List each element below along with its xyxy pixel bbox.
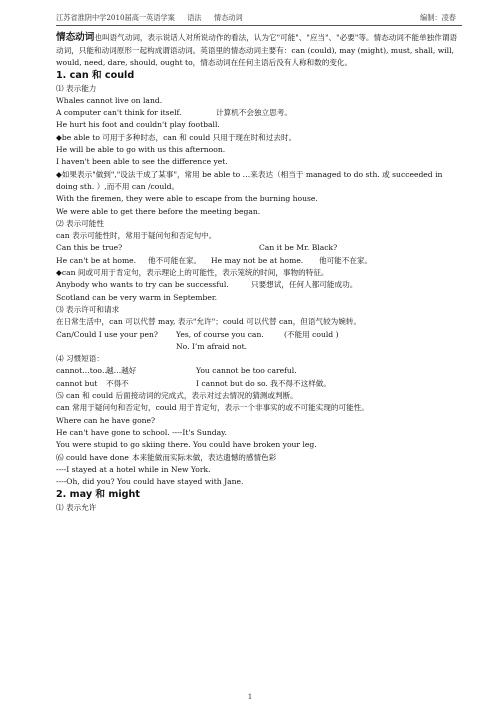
example-zh: 计算机不会独立思考。 — [216, 108, 292, 118]
example-en: Can this be true? — [56, 243, 123, 253]
note-line: can 表示可能性时，常用于疑问句和否定句中。 — [56, 231, 217, 241]
header-editor: 编制：凌春 — [420, 13, 456, 22]
idiom-meaning: 不得不 — [106, 378, 129, 388]
example-en: Yes, of course you can. — [176, 329, 264, 339]
subsection-idioms: ⑷ 习惯短语： — [56, 354, 104, 364]
example-line: Scotland can be very warm in September. — [56, 292, 218, 302]
header-subject: 情态动词 — [213, 13, 243, 22]
example-line — [56, 341, 461, 353]
note-line: ◆can 间或可用于肯定句，表示理论上的可能性，表示笼统的时间，事物的特征。 — [56, 268, 329, 278]
example-line: ----I stayed at a hotel while in New York. — [56, 464, 211, 474]
document-body — [56, 31, 461, 514]
example-en: Can/Could I use your pen? — [56, 329, 158, 339]
subsection-permission: ⑶ 表示许可和请求 — [56, 304, 120, 314]
subsection-label: ⑹ could have done — [56, 452, 129, 462]
example-line: He hurt his foot and couldn't play football. — [56, 120, 220, 130]
header-topic: 语法 — [187, 13, 202, 22]
example-line: He can't have gone to school. ----It's Sunday. — [56, 427, 227, 437]
page-header — [56, 9, 462, 26]
example-line: You were stupid to go skiing there. You could have broken your leg. — [56, 440, 317, 450]
example-en: I cannot but do so. 我不得不这样做。 — [196, 378, 331, 388]
example-en: A computer can't think for itself. — [56, 108, 182, 118]
example-en: You cannot be too careful. — [196, 366, 297, 376]
note-line: 在日常生活中，can 可以代替 may, 表示"允许"；could 可以代替 can，但语气较为婉转。 — [56, 317, 362, 327]
example-line: We were able to get there before the meeting began. — [56, 206, 261, 216]
subsection-perfect: ⑸ can 和 could 后面接动词的完成式，表示对过去情况的猜测或判断。 — [56, 391, 298, 401]
example-en: He may not be at home. — [211, 255, 304, 265]
idiom: cannot…too… — [56, 366, 110, 376]
example-en: No. I’m afraid not. — [176, 341, 248, 351]
example-en: Anybody who wants to try can be successful. — [56, 280, 229, 290]
example-line: Whales cannot live on land. — [56, 95, 163, 105]
example-line — [56, 329, 461, 341]
section-2-title: 2. may 和 might — [56, 489, 140, 501]
example-line — [56, 279, 461, 291]
example-line: I haven't been able to see the difference yet. — [56, 157, 228, 167]
example-zh: 只要想试，任何人都可能成功。 — [251, 280, 358, 290]
example-line — [56, 365, 461, 377]
example-note: (不能用 could ) — [284, 329, 339, 339]
idiom-meaning: 越…越好 — [106, 366, 137, 376]
subsection-ability: ⑴ 表示能力 — [56, 83, 97, 93]
intro-term: 情态动词 — [56, 32, 95, 43]
example-line: With the firemen, they were able to escape from the burning house. — [56, 194, 318, 204]
example-line — [56, 255, 461, 267]
subsection-could-have-done — [56, 452, 461, 464]
intro-text: 也叫语气动词，表示说话人对所说动作的看法，认为它"可能"、"应当"、"必要"等。情态动词不能单独作谓语动词，只能和动词原形一起构成谓语动词。英语里的情态动词主要有：can (could), may (might), must, shall, will, would, need, dare, should, ought to，情态动词在任何主语后没有人称和数的变化。 — [56, 33, 458, 67]
subsection-meaning: 本来能做而实际未做，表达遗憾的感情色彩 — [132, 452, 277, 462]
example-line: He will be able to go with us this afternoon. — [56, 145, 226, 155]
example-line — [56, 378, 461, 390]
subsection-permission-2: ⑴ 表示允许 — [56, 502, 97, 512]
example-zh: 他不可能在家。 — [148, 255, 202, 265]
example-line: ----Oh, did you? You could have stayed with Jane. — [56, 477, 244, 487]
section-1-title: 1. can 和 could — [56, 70, 135, 82]
example-en: Can it be Mr. Black? — [259, 243, 338, 253]
note-line: ◆be able to 可用于多种时态，can 和 could 只用于现在时和过去时。 — [56, 132, 297, 142]
example-line — [56, 107, 461, 119]
note-line: can 常用于疑问句和否定句，could 用于肯定句，表示一个非事实的或不可能实现的可能性。 — [56, 403, 369, 413]
intro-paragraph — [56, 31, 461, 69]
example-en: He can't be at home. — [56, 255, 137, 265]
example-line — [56, 242, 461, 254]
header-school: 江苏省淮阴中学2010届高一英语学案 — [56, 13, 175, 22]
subsection-possibility: ⑵ 表示可能性 — [56, 218, 104, 228]
example-line: Where can he have gone? — [56, 415, 156, 425]
page-number: 1 — [247, 692, 253, 701]
header-left — [56, 13, 253, 23]
idiom: cannot but — [56, 378, 98, 388]
note-paragraph: ◆如果表示"做到","设法干成了某事"，常用 be able to …来表达（相当于 managed to do sth. 或 succeeded in doing sth. ）,而不用 can /could。 — [56, 169, 443, 191]
example-zh: 他可能不在家。 — [319, 255, 373, 265]
